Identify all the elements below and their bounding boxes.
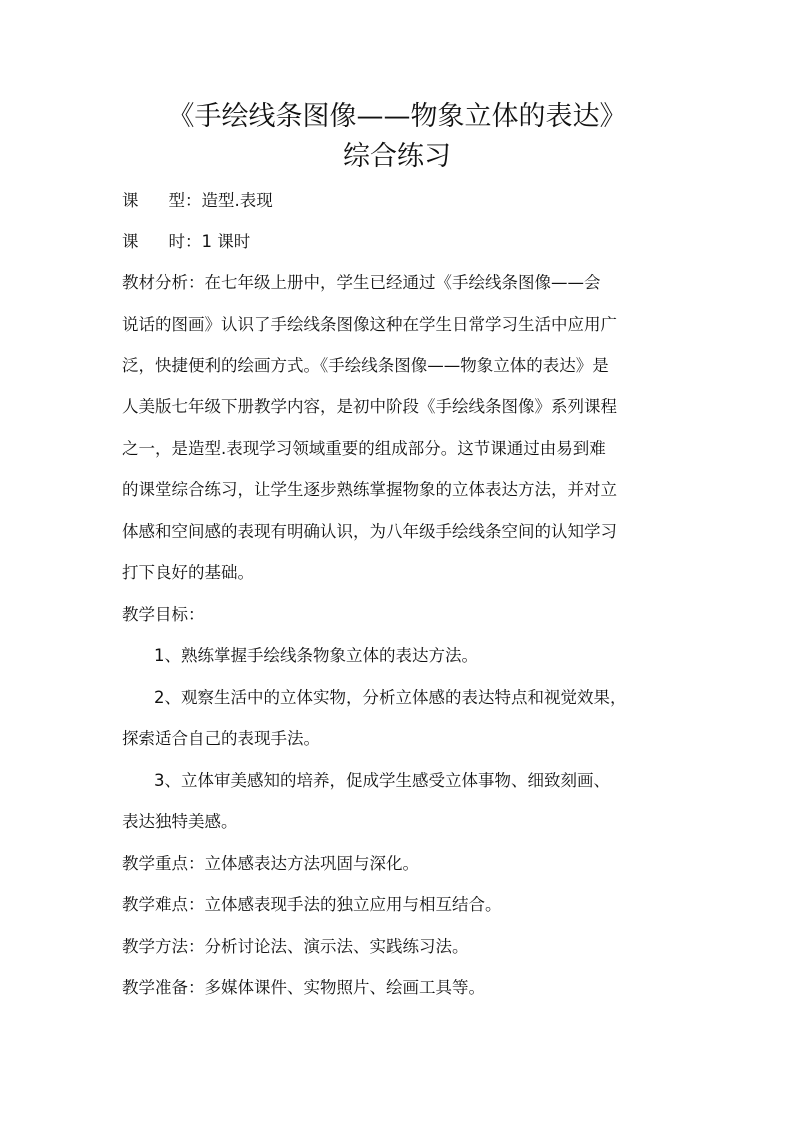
analysis-line: 之一，是造型.表现学习领域重要的组成部分。这节课通过由易到难 xyxy=(122,439,606,458)
objectives-heading: 教学目标： xyxy=(122,605,205,624)
lesson-hours-label-a: 课 xyxy=(122,232,139,251)
analysis-line: 教材分析：在七年级上册中，学生已经通过《手绘线条图像——会 xyxy=(122,273,601,292)
document-title-line1: 《手绘线条图像——物象立体的表达》 xyxy=(167,101,627,132)
teaching-preparation: 教学准备：多媒体课件、实物照片、绘画工具等。 xyxy=(122,978,485,997)
objective-item-2-cont: 探索适合自己的表现手法。 xyxy=(122,729,320,748)
objective-item-3-cont: 表达独特美感。 xyxy=(122,812,238,831)
objective-item-1: 1、熟练掌握手绘线条物象立体的表达方法。 xyxy=(154,646,478,665)
lesson-type-value: 造型.表现 xyxy=(201,191,273,210)
lesson-type-row xyxy=(122,190,682,212)
lesson-hours-value: 1 课时 xyxy=(201,232,251,251)
analysis-line: 泛，快捷便利的绘画方式。《手绘线条图像——物象立体的表达》是 xyxy=(122,356,609,375)
lesson-type-label-b: 型： xyxy=(168,191,202,210)
lesson-hours-label-b: 时： xyxy=(168,232,202,251)
analysis-line: 说话的图画》认识了手绘线条图像这种在学生日常学习生活中应用广 xyxy=(122,315,617,334)
analysis-line: 体感和空间感的表现有明确认识，为八年级手绘线条空间的认知学习 xyxy=(122,522,617,541)
lesson-type-label-a: 课 xyxy=(122,191,139,210)
lesson-hours-row xyxy=(122,231,682,253)
objective-item-3: 3、立体审美感知的培养，促成学生感受立体事物、细致刻画、 xyxy=(154,771,610,790)
teaching-methods: 教学方法：分析讨论法、演示法、实践练习法。 xyxy=(122,937,469,956)
teaching-difficulty: 教学难点：立体感表现手法的独立应用与相互结合。 xyxy=(122,895,502,914)
objective-item-2: 2、观察生活中的立体实物，分析立体感的表达特点和视觉效果， xyxy=(154,688,627,707)
analysis-line: 打下良好的基础。 xyxy=(122,563,254,582)
document-title-line2: 综合练习 xyxy=(343,141,451,172)
analysis-line: 人美版七年级下册教学内容，是初中阶段《手绘线条图像》系列课程 xyxy=(122,397,617,416)
teaching-focus: 教学重点：立体感表达方法巩固与深化。 xyxy=(122,854,419,873)
analysis-line: 的课堂综合练习，让学生逐步熟练掌握物象的立体表达方法，并对立 xyxy=(122,480,617,499)
